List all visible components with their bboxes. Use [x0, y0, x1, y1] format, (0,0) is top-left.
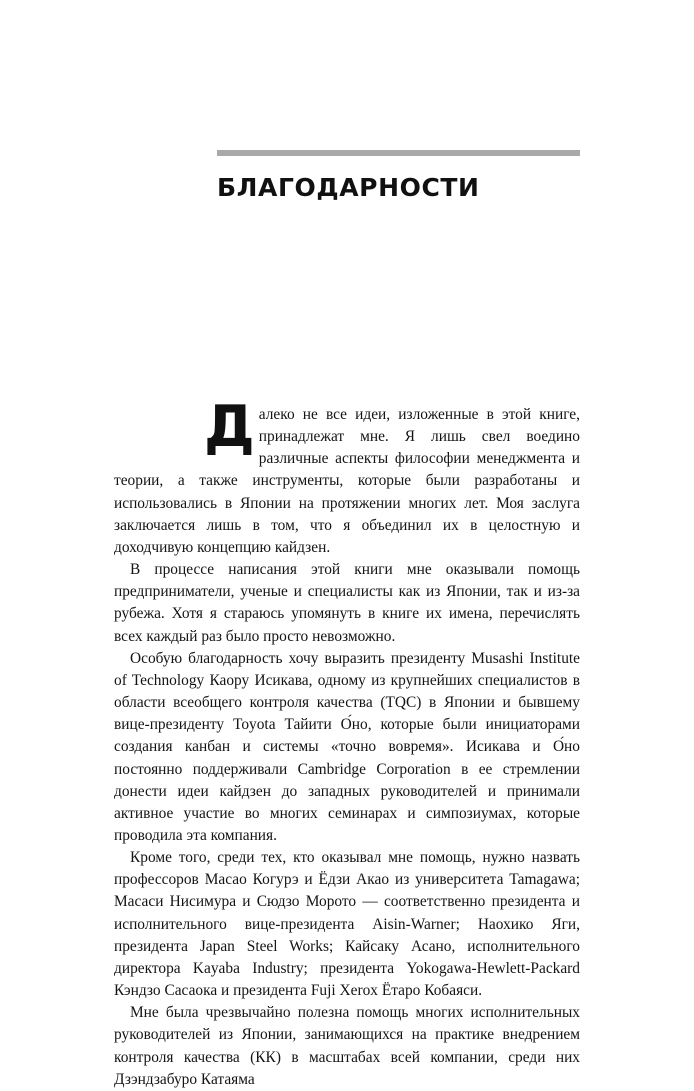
paragraph-5: Мне была чрезвычайно полезна помощь многих исполнительных руководителей из Японии, занимающихся на практике внедрением контроля качества (КК) в масштабах всей компании, среди них Дзэндзабуро Катаяма: [114, 1004, 580, 1088]
text-body: [114, 394, 580, 1091]
chapter-rule: [217, 150, 580, 156]
paragraph-1-text: алеко не все идеи, изложенные в этой книге, принадлежат мне. Я лишь свел воедино различные аспекты философии менеджмента и теории, а также инструменты, которые были разработаны и использовались в Японии на протяжении многих лет. Моя заслуга заключается лишь в том, что я объединил их в целостную и доходчивую концепцию кайдзен.: [114, 406, 580, 556]
paragraph-1: [114, 394, 580, 559]
paragraph-4: Кроме того, среди тех, кто оказывал мне помощь, нужно назвать профессоров Масао Когурэ и Ёдзи Акао из университета Tamagawa; Масаси Нисимура и Сюдзо Морото — соответственно президента и исполнительного вице-президента Aisin-Warner; Наохико Яги, президента Japan Steel Works; Кайсаку Асано, исполнительного директора Kayaba Industry; президента Yokogawa-Hewlett-Packard Кэндзо Сасаока и президента Fuji Xerox Ётаро Кобаяси.: [114, 849, 580, 1000]
paragraph-2: В процессе написания этой книги мне оказывали помощь предприниматели, ученые и специалисты как из Японии, так и из-за рубежа. Хотя я стараюсь упомянуть в книге их имена, перечислять всех каждый раз было просто невозможно.: [114, 561, 580, 645]
drop-cap: Д: [204, 394, 255, 460]
paragraph-3: Особую благодарность хочу выразить президенту Musashi Institute of Technology Каору Исикава, одному из крупнейших специалистов в области всеобщего контроля качества (TQC) в Японии и бывшему вице-президенту Toyota Тайити О́но, которые были инициаторами создания канбан и системы «точно вовремя». Исикава и О́но постоянно поддерживали Cambridge Corporation в ее стремлении донести идеи кайдзен до западных руководителей и принимали активное участие во многих семинарах и симпозиумах, которые проводила эта компания.: [114, 649, 580, 844]
chapter-title: БЛАГОДАРНОСТИ: [217, 173, 480, 202]
